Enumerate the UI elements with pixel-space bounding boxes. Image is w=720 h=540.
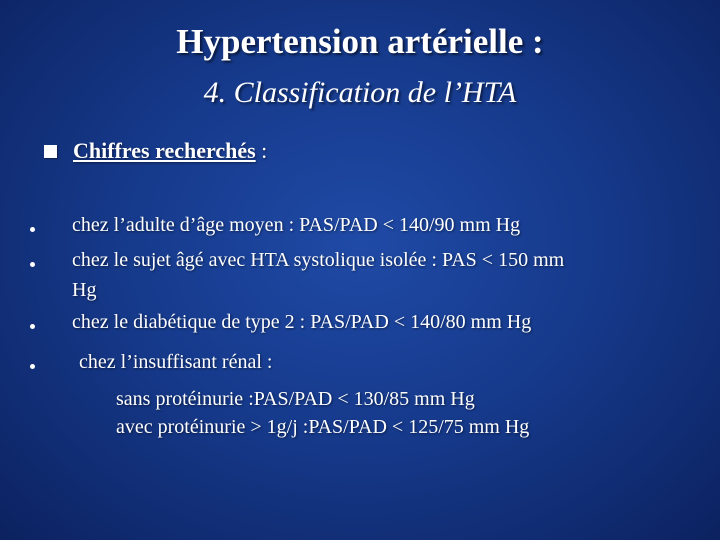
slide-title: Hypertension artérielle : xyxy=(176,22,544,61)
section-heading xyxy=(44,136,267,166)
bullet-diabetic: chez le diabétique de type 2 : PAS/PAD < 140/80 mm Hg xyxy=(72,311,532,333)
bullet-dot-icon xyxy=(30,324,35,329)
bullet-elderly-cont: Hg xyxy=(72,279,97,301)
bullet-renal: chez l’insuffisant rénal : xyxy=(74,351,273,373)
square-bullet-icon xyxy=(44,145,57,158)
bullet-adult: chez l’adulte d’âge moyen : PAS/PAD < 140/90 mm Hg xyxy=(72,214,521,236)
heading-text: Chiffres recherchés xyxy=(73,138,256,163)
heading-colon: : xyxy=(255,138,268,163)
sub-line-without-proteinuria: sans protéinurie :PAS/PAD < 130/85 mm Hg xyxy=(116,388,475,410)
bullet-elderly: chez le sujet âgé avec HTA systolique isolée : PAS < 150 mm xyxy=(72,249,565,271)
bullet-dot-icon xyxy=(30,364,35,369)
bullet-dot-icon xyxy=(30,227,35,232)
slide-subtitle: 4. Classification de l’HTA xyxy=(203,76,517,109)
bullet-dot-icon xyxy=(30,262,35,267)
sub-line-with-proteinuria: avec protéinurie > 1g/j :PAS/PAD < 125/75 mm Hg xyxy=(116,416,530,438)
